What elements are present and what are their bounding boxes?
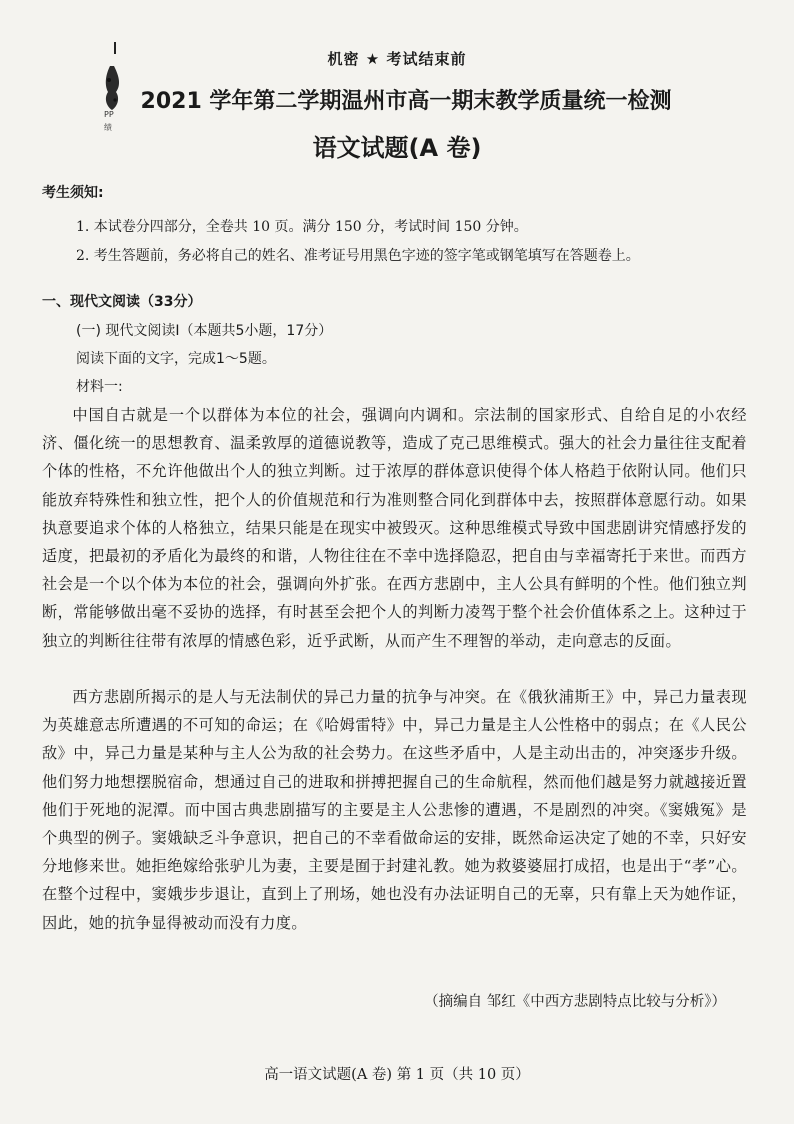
confidential-label: 机密 ★ 考试结束前 (327, 50, 467, 68)
scan-artifact-text: PP (104, 110, 114, 119)
exam-subtitle: 语文试题(A 卷) (312, 134, 482, 162)
passage-paragraph: 中国自古就是一个以群体为本位的社会，强调向内调和。宗法制的国家形式、自给自足的小农经济、僵化统一的思想教育、温柔敦厚的道德说教等，造成了克己思维模式。强大的社会力量往往支配着个体的性格，不允许他做出个人的独立判断。过于浓厚的群体意识使得个体人格趋于依附认同。他们只能放弃特殊性和独立性，把个人的价值规范和行为准则整合同化到群体中去，按照群体意愿行动。如果执意要追求个体的人格独立，结果只能是在现实中被毁灭。这种思维模式导致中国悲剧讲究情感抒发的适度，把最初的矛盾化为最终的和谐，人物往往在不幸中选择隐忍，把自由与幸福寄托于来世。而西方社会是一个以个体为本位的社会，强调向外扩张。在西方悲剧中，主人公具有鲜明的个性。他们独立判断，常能够做出毫不妥协的选择，有时甚至会把个人的判断力凌驾于整个社会价值体系之上。这种过于独立的判断往往带有浓厚的情感色彩，近乎武断，从而产生不理智的举动，走向意志的反面。 (42, 406, 747, 650)
exam-title: 2021 学年第二学期温州市高一期末教学质量统一检测 (140, 89, 672, 114)
page-footer: 高一语文试题(A 卷) 第 1 页（共 10 页） (264, 1067, 530, 1083)
notice-item: 2. 考生答题前，务必将自己的姓名、准考证号用黑色字迹的签字笔或钢笔填写在答题卷上。 (76, 248, 640, 264)
scan-artifact-text: 绩 (104, 123, 112, 132)
material-label: 材料一: (76, 379, 123, 395)
notice-item: 1. 本试卷分四部分，全卷共 10 页。满分 150 分，考试时间 150 分钟。 (76, 219, 528, 235)
notice-heading: 考生须知: (42, 185, 104, 201)
instruction: 阅读下面的文字，完成1～5题。 (76, 351, 276, 367)
section-heading: 一、现代文阅读（33分） (42, 294, 202, 310)
source-citation: （摘编自 邹红《中西方悲剧特点比较与分析》） (424, 994, 726, 1010)
passage-paragraph: 西方悲剧所揭示的是人与无法制伏的异己力量的抗争与冲突。在《俄狄浦斯王》中，异己力量表现为英雄意志所遭遇的不可知的命运；在《哈姆雷特》中，异己力量是主人公性格中的弱点；在《人民公敌》中，异己力量是某种与主人公为敌的社会势力。在这些矛盾中，人是主动出击的，冲突逐步升级。他们努力地想摆脱宿命，想通过自己的进取和拼搏把握自己的生命航程，然而他们越是努力就越接近置他们于死地的泥潭。而中国古典悲剧描写的主要是主人公悲惨的遭遇，不是剧烈的冲突。《窦娥冤》是个典型的例子。窦娥缺乏斗争意识，把自己的不幸看做命运的安排，既然命运决定了她的不幸，只好安分地修来世。她拒绝嫁给张驴儿为妻，主要是囿于封建礼教。她为救婆婆屈打成招，也是出于“孝”心。在整个过程中，窦娥步步退让，直到上了刑场，她也没有办法证明自己的无辜，只有靠上天为她作证，因此，她的抗争显得被动而没有力度。 (42, 688, 747, 932)
section-subheading: (一) 现代文阅读Ⅰ（本题共5小题，17分） (76, 323, 333, 339)
